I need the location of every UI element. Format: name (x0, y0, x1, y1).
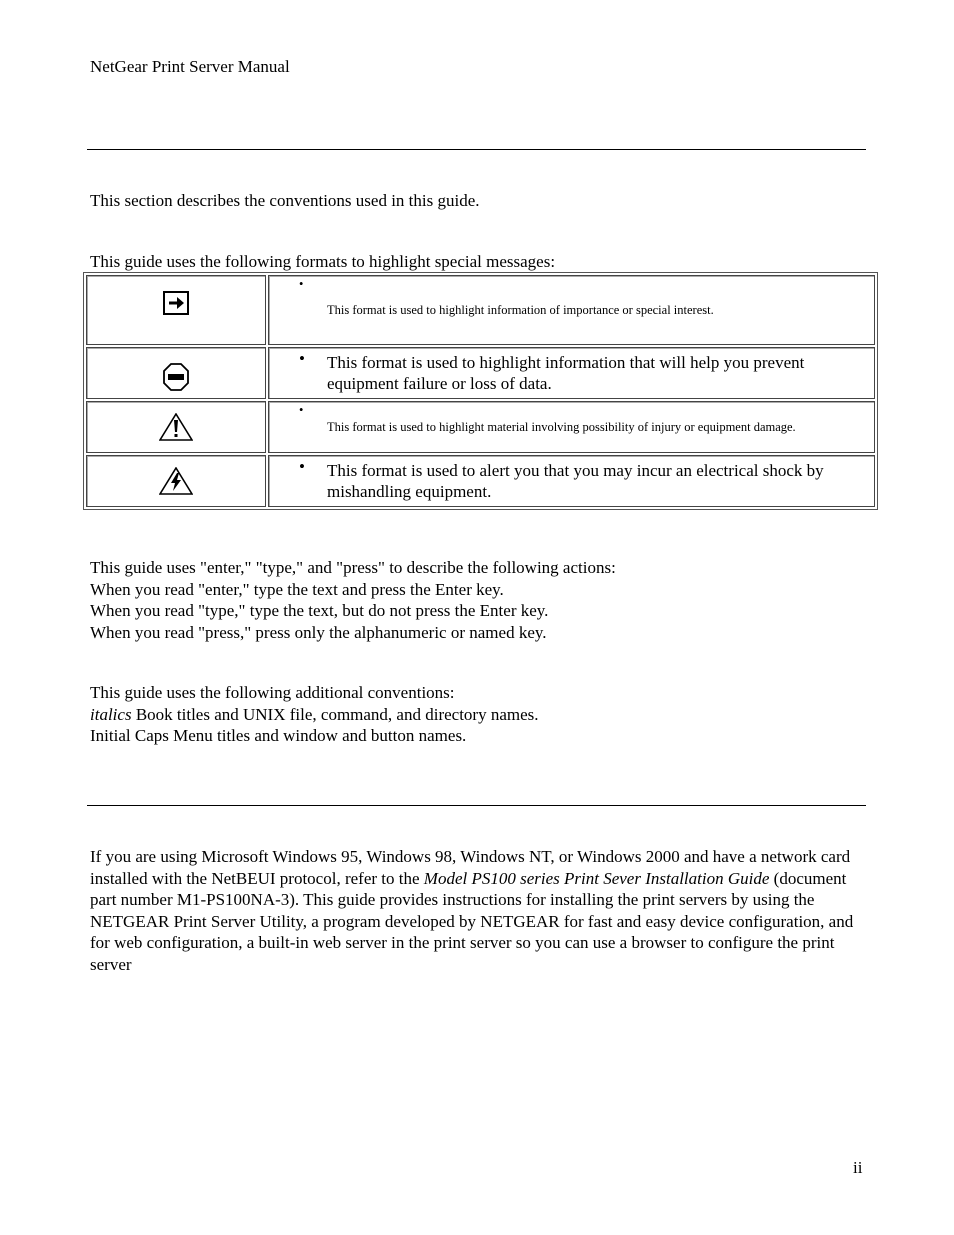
table-row (86, 275, 875, 345)
warning-icon (159, 413, 193, 441)
installation-paragraph (90, 846, 860, 975)
bullet: • (299, 277, 304, 291)
stop-icon (163, 363, 189, 391)
message-text: This format is used to highlight information of importance or special interest. (327, 303, 714, 317)
table-cell-text (268, 455, 875, 507)
table-cell-icon (86, 275, 266, 345)
formats-intro: This guide uses the following formats to highlight special messages: (90, 252, 556, 271)
section-divider-bottom (87, 805, 866, 806)
conventions-block (90, 682, 865, 747)
paragraph-part-2: (document part number M1-PS100NA-3). This guide provides instructions for installing the print servers by using the NETGEAR Print Server Utility, a program developed by NETGEAR for fast and easy device configuration, and for web configuration, a built-in web server in the print server so you can use a browser to configure the print server (90, 868, 854, 974)
bullet: • (299, 457, 305, 476)
actions-intro: This guide uses "enter," "type," and "press" to describe the following actions: (90, 558, 616, 577)
conventions-italics (90, 704, 865, 726)
guide-title: Model PS100 series Print Sever Installation Guide (423, 868, 770, 888)
table-row (86, 347, 875, 399)
message-formats-table (83, 272, 878, 510)
message-text: This format is used to highlight information that will help you prevent equipment failure or loss of data. (327, 352, 805, 393)
table-cell-icon (86, 347, 266, 399)
section-divider-top (87, 149, 866, 150)
bullet: • (299, 349, 305, 368)
page-number: ii (853, 1158, 863, 1177)
section-intro: This section describes the conventions used in this guide. (90, 191, 480, 210)
table-cell-text (268, 347, 875, 399)
actions-type: When you read "type," type the text, but do not press the Enter key. (90, 601, 549, 620)
paragraph-part-1: If you are using Microsoft Windows 95, Windows 98, Windows NT, or Windows 2000 and have a network card installed with the NetBEUI protocol, refer to the (90, 847, 851, 888)
italics-description: Book titles and UNIX file, command, and directory names. (131, 704, 539, 724)
table-cell-icon (86, 401, 266, 453)
electric-shock-icon (159, 467, 193, 495)
table-row (86, 401, 875, 453)
conventions-caps: Initial Caps Menu titles and window and button names. (90, 726, 467, 745)
actions-block (90, 557, 865, 643)
bullet: • (299, 403, 304, 417)
table-cell-text (268, 275, 875, 345)
note-arrow-icon (163, 291, 189, 315)
page-header: NetGear Print Server Manual (90, 57, 290, 76)
message-text: This format is used to highlight material involving possibility of injury or equipment damage. (327, 420, 796, 434)
italics-term: italics (90, 704, 132, 724)
table-cell-icon (86, 455, 266, 507)
table-cell-text (268, 401, 875, 453)
table-row (86, 455, 875, 507)
message-text: This format is used to alert you that you may incur an electrical shock by mishandling equipment. (327, 460, 824, 501)
conventions-intro: This guide uses the following additional conventions: (90, 683, 455, 702)
actions-enter: When you read "enter," type the text and press the Enter key. (90, 579, 504, 599)
actions-press: When you read "press," press only the alphanumeric or named key. (90, 622, 547, 642)
